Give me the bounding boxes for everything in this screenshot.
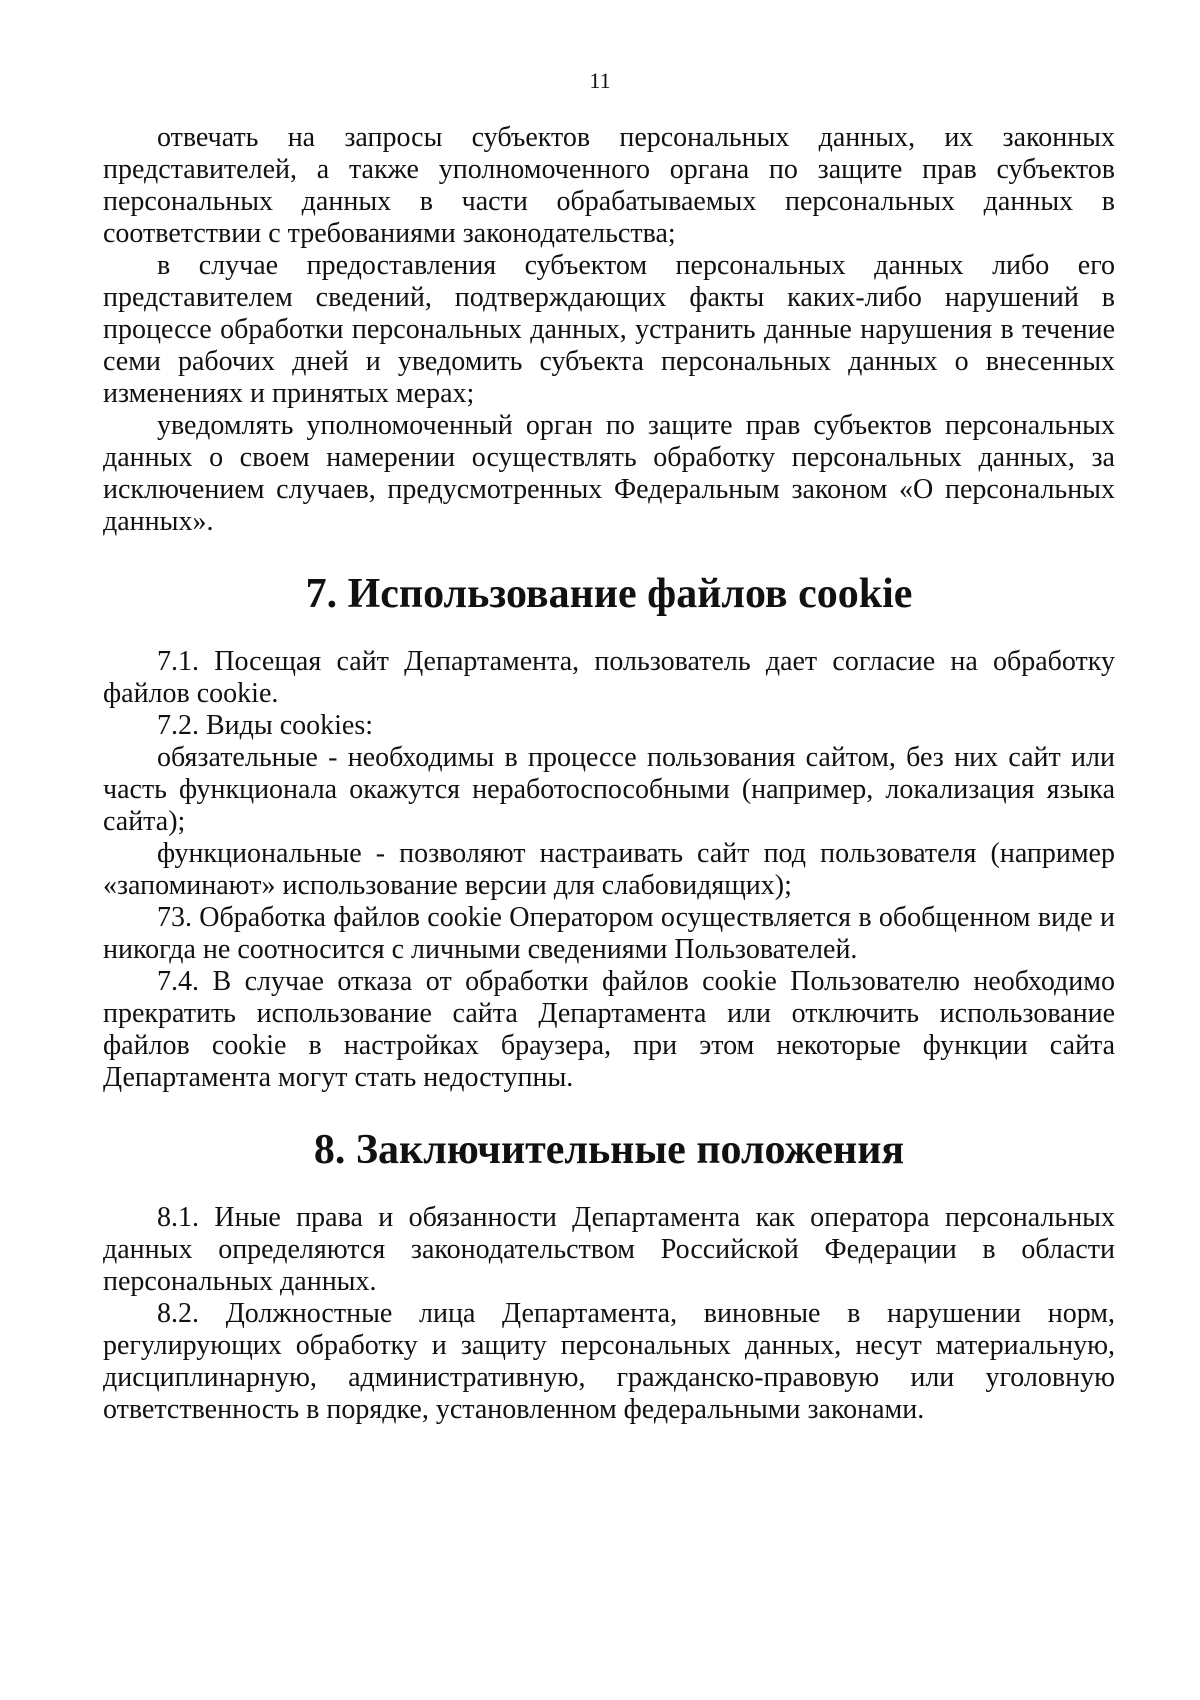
paragraph-eliminate-violations: в случае предоставления субъектом персональных данных либо его представителем сведений, подтверждающих факты каких-либо нарушений в процессе обработки персональных данных, устранить данные нарушения в течение семи рабочих дней и уведомить субъекта персональных данных о внесенных изменениях и принятых мерах; [103, 250, 1115, 409]
paragraph-8-1: 8.1. Иные права и обязанности Департамента как оператора персональных данных определяются законодательством Российской Федерации в области персональных данных. [103, 1202, 1115, 1297]
page-number: 11 [589, 68, 611, 93]
paragraph-7-3: 73. Обработка файлов cookie Оператором осуществляется в обобщенном виде и никогда не соотносится с личными сведениями Пользователей. [103, 902, 1115, 965]
section-7-heading: 7. Использование файлов cookie [305, 571, 913, 617]
paragraph-8-2: 8.2. Должностные лица Департамента, виновные в нарушении норм, регулирующих обработку и защиту персональных данных, несут материальную, дисциплинарную, административную, гражданско-правовую или уголовную ответственность в порядке, установленном федеральными законами. [103, 1298, 1115, 1425]
paragraph-7-4: 7.4. В случае отказа от обработки файлов cookie Пользователю необходимо прекратить использование сайта Департамента или отключить использование файлов cookie в настройках браузера, при этом некоторые функции сайта Департамента могут стать недоступны. [103, 966, 1115, 1093]
section-8-heading: 8. Заключительные положения [313, 1127, 905, 1173]
paragraph-cookies-mandatory: обязательные - необходимы в процессе пользования сайтом, без них сайт или часть функционала окажутся неработоспособными (например, локализация языка сайта); [103, 742, 1115, 837]
paragraph-cookies-functional: функциональные - позволяют настраивать сайт под пользователя (например «запоминают» использование версии для слабовидящих); [103, 838, 1115, 901]
paragraph-respond-requests: отвечать на запросы субъектов персональных данных, их законных представителей, а также уполномоченного органа по защите прав субъектов персональных данных в части обрабатываемых персональных данных в соответствии с требованиями законодательства; [103, 122, 1115, 249]
paragraph-notify-authority: уведомлять уполномоченный орган по защите прав субъектов персональных данных о своем намерении осуществлять обработку персональных данных, за исключением случаев, предусмотренных Федеральным законом «О персональных данных». [103, 410, 1115, 537]
paragraph-7-2: 7.2. Виды cookies: [157, 710, 374, 741]
paragraph-7-1: 7.1. Посещая сайт Департамента, пользователь дает согласие на обработку файлов cookie. [103, 646, 1115, 709]
document-body [103, 122, 1115, 1426]
